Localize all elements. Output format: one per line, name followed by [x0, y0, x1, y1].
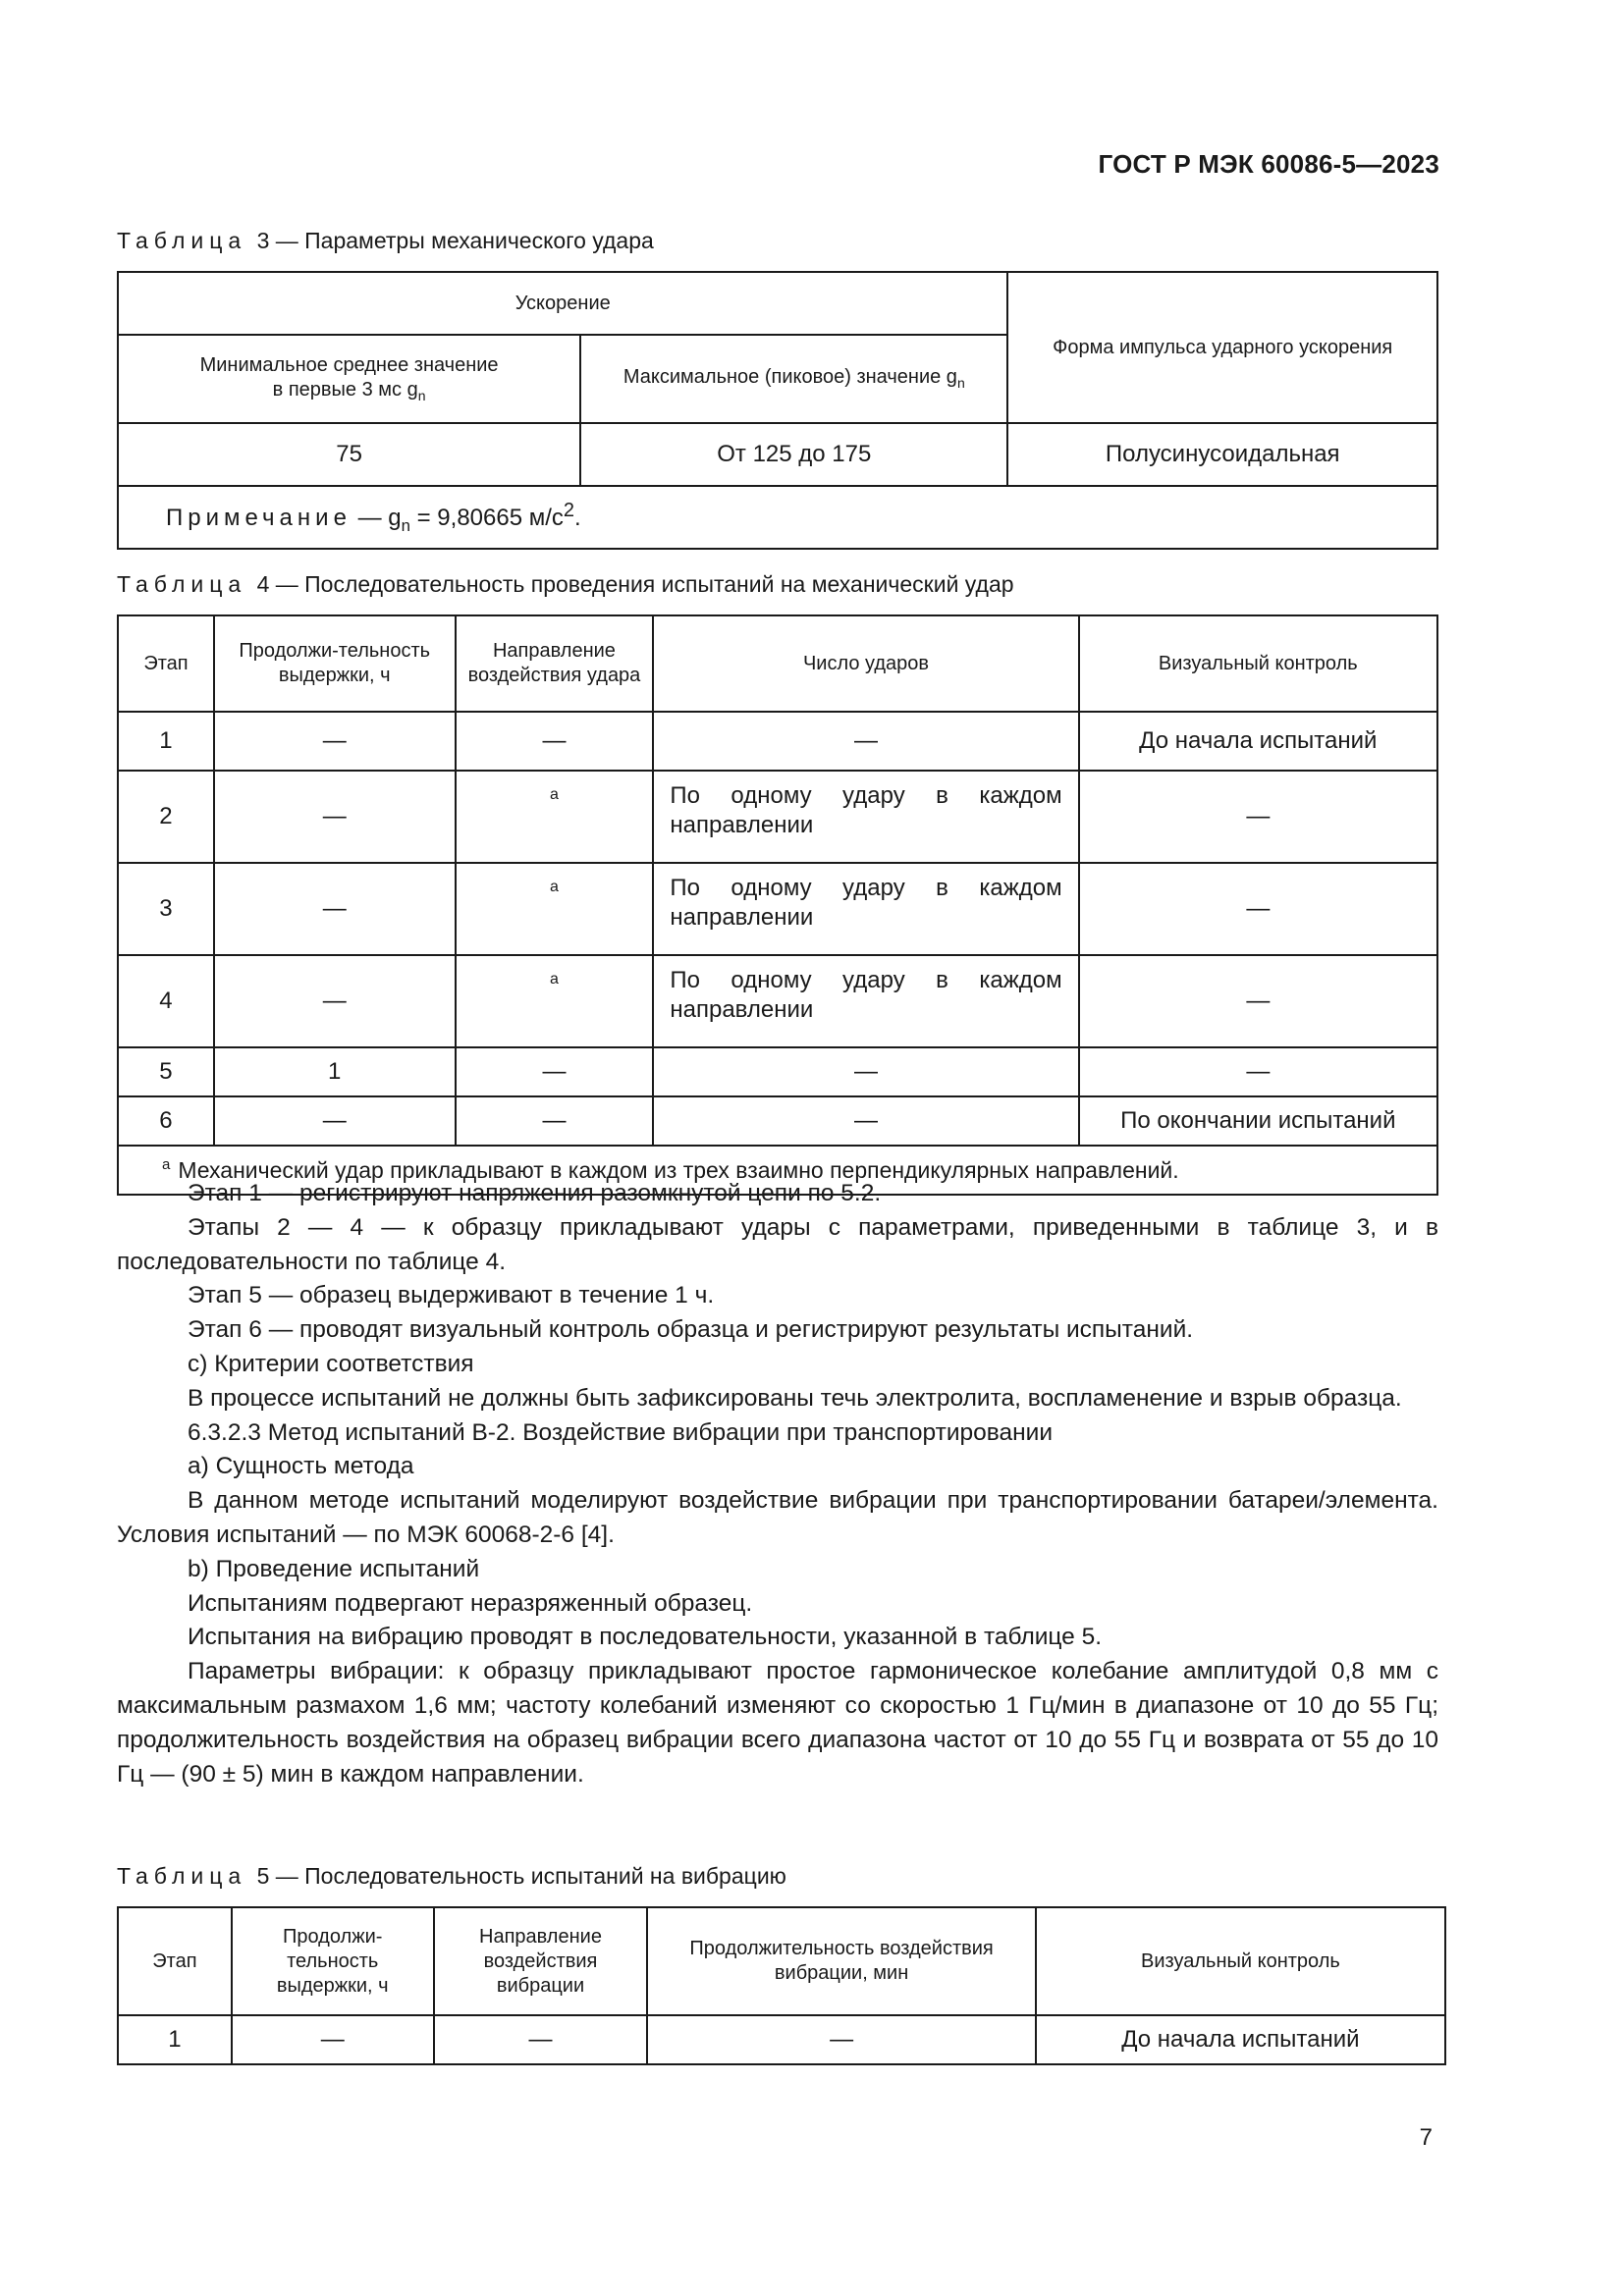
- paragraph: Испытания на вибрацию проводят в последовательности, указанной в таблице 5.: [188, 1624, 1103, 1651]
- table-row: [118, 712, 1437, 771]
- table4-cell: По одному удару в каждом направлении: [653, 955, 1078, 1047]
- table4-cell: —: [456, 712, 654, 771]
- table4-cell: —: [214, 1096, 456, 1146]
- paragraph: Этап 5 — образец выдерживают в течение 1 ч.: [188, 1282, 715, 1309]
- table5-cell: —: [434, 2015, 648, 2064]
- table4-cell: —: [1079, 955, 1437, 1047]
- table3-value-max: От 125 до 175: [580, 423, 1007, 486]
- table4-footnote-ref: a: [456, 863, 654, 955]
- table3-header-min-line2: в первые 3 мс g: [272, 378, 418, 400]
- table4-cell: 1: [118, 712, 214, 771]
- table3-header-min-mean: [118, 335, 580, 423]
- table5-header-visual-check: Визуальный контроль: [1036, 1907, 1445, 2015]
- table4-cell: 4: [118, 955, 214, 1047]
- table5-cell: 1: [118, 2015, 232, 2064]
- table-row: [118, 1096, 1437, 1146]
- table4-cell: 6: [118, 1096, 214, 1146]
- table4-cell: —: [653, 712, 1078, 771]
- table4-cell: —: [1079, 771, 1437, 863]
- table5-cell: —: [232, 2015, 434, 2064]
- table5-cell: —: [647, 2015, 1035, 2064]
- table4-cell: —: [653, 1047, 1078, 1096]
- table4-caption: [117, 571, 1014, 598]
- table3-header-acceleration: Ускорение: [118, 272, 1007, 335]
- table3-header-max-text: Максимальное (пиковое) значение g: [623, 366, 957, 389]
- section-heading: 6.3.2.3 Метод испытаний В-2. Воздействие вибрации при транспортировании: [188, 1418, 1054, 1446]
- table-row: [118, 2015, 1445, 2064]
- table3-header-min-sub: n: [417, 387, 426, 403]
- table3-header-min-line1: Минимальное среднее значение: [199, 353, 499, 376]
- table4-cell: —: [214, 771, 456, 863]
- table3-header-max-sub: n: [956, 375, 965, 392]
- table5-header-duration: Продолжи-тельность выдержки, ч: [232, 1907, 434, 2015]
- table3-note-value: = 9,80665 м/с: [409, 504, 564, 531]
- table4-cell: —: [653, 1096, 1078, 1146]
- table4-cell: —: [1079, 1047, 1437, 1096]
- paragraph: Этапы 2 — 4 — к образцу прикладывают удары с параметрами, приведенными в таблице 3, и в последовательности по таблице 4.: [117, 1213, 1438, 1275]
- table4-header-visual-check: Визуальный контроль: [1079, 615, 1437, 712]
- table5-vibration-test-sequence: [117, 1906, 1446, 2065]
- table3-note-sub: n: [401, 515, 410, 535]
- table-row: [118, 863, 1437, 955]
- table4-cell: —: [456, 1096, 654, 1146]
- table5-cell: До начала испытаний: [1036, 2015, 1445, 2064]
- table4-cell: —: [214, 955, 456, 1047]
- paragraph: В процессе испытаний не должны быть зафиксированы течь электролита, воспламенение и взрыв образца.: [188, 1384, 1402, 1412]
- table4-footnote-mark: a: [162, 1155, 171, 1173]
- document-header: ГОСТ Р МЭК 60086-5—2023: [1098, 149, 1439, 179]
- table3-caption-word: Таблица: [117, 228, 247, 253]
- table4-cell: —: [214, 863, 456, 955]
- table3-value-form: Полусинусоидальная: [1007, 423, 1437, 486]
- table4-cell: По одному удару в каждом направлении: [653, 863, 1078, 955]
- table3-note-sup: 2: [563, 499, 575, 521]
- table4-shock-test-sequence: [117, 614, 1438, 1196]
- paragraph: Испытаниям подвергают неразряженный образец.: [188, 1589, 753, 1617]
- table4-cell: —: [1079, 863, 1437, 955]
- table4-header-shock-count: Число ударов: [653, 615, 1078, 712]
- table3-note-end: .: [574, 504, 581, 531]
- table3-mechanical-shock-parameters: [117, 271, 1438, 550]
- table3-note-dash: — g: [351, 504, 402, 531]
- table5-caption-text: 5 — Последовательность испытаний на вибрацию: [256, 1863, 786, 1889]
- table4-footnote-ref: a: [456, 955, 654, 1047]
- paragraph: Этап 1 — регистрируют напряжения разомкнутой цепи по 5.2.: [188, 1180, 882, 1206]
- table4-cell: По одному удару в каждом направлении: [653, 771, 1078, 863]
- table5-caption: [117, 1863, 786, 1890]
- paragraph: b) Проведение испытаний: [188, 1555, 480, 1582]
- table4-header-duration: Продолжи-тельность выдержки, ч: [214, 615, 456, 712]
- table3-note-word: Примечание: [166, 504, 352, 531]
- table4-cell: 2: [118, 771, 214, 863]
- table3-note: [118, 486, 1437, 549]
- table5-header-direction: Направление воздействия вибрации: [434, 1907, 648, 2015]
- table4-caption-word: Таблица: [117, 571, 247, 597]
- table4-header-stage: Этап: [118, 615, 214, 712]
- table3-value-min: 75: [118, 423, 580, 486]
- table5-caption-word: Таблица: [117, 1863, 247, 1889]
- paragraph: с) Критерии соответствия: [188, 1350, 474, 1377]
- table4-header-direction: Направление воздействия удара: [456, 615, 654, 712]
- table4-cell: —: [214, 712, 456, 771]
- paragraph: Параметры вибрации: к образцу прикладывают простое гармоническое колебание амплитудой 0,8 мм с максимальным размахом 1,6 мм; частоту колебаний изменяют со скоростью 1 Гц/мин в диапазоне от 10 до 55 Гц; продолжительность воздействия на образец вибрации всего диапазона частот от 10 до 55 Гц и возврата от 55 до 10 Гц — (90 ± 5) мин в каждом направлении.: [117, 1658, 1438, 1788]
- table-row: [118, 955, 1437, 1047]
- body-text: [117, 1177, 1438, 1791]
- table3-caption-text: 3 — Параметры механического удара: [256, 228, 654, 253]
- table4-cell: —: [456, 1047, 654, 1096]
- table4-footnote-ref: a: [456, 771, 654, 863]
- table4-cell: 3: [118, 863, 214, 955]
- table4-cell: 1: [214, 1047, 456, 1096]
- table4-cell: До начала испытаний: [1079, 712, 1437, 771]
- paragraph: а) Сущность метода: [188, 1453, 414, 1480]
- paragraph: В данном методе испытаний моделируют воздействие вибрации при транспортировании батареи/элемента. Условия испытаний — по МЭК 60068-2-6 [4].: [117, 1487, 1438, 1548]
- table3-header-pulse-form: Форма импульса ударного ускорения: [1007, 272, 1437, 423]
- table-row: [118, 1047, 1437, 1096]
- table5-header-stage: Этап: [118, 1907, 232, 2015]
- table4-cell: По окончании испытаний: [1079, 1096, 1437, 1146]
- table3-caption: [117, 228, 654, 254]
- page-number: 7: [1419, 2124, 1433, 2151]
- table5-header-vibration-duration: Продолжительность воздействия вибрации, мин: [647, 1907, 1035, 2015]
- table4-cell: 5: [118, 1047, 214, 1096]
- table4-footnote-text: Механический удар прикладывают в каждом из трех взаимно перпендикулярных направлений.: [178, 1156, 1179, 1183]
- table-row: [118, 771, 1437, 863]
- table4-caption-text: 4 — Последовательность проведения испытаний на механический удар: [256, 571, 1014, 597]
- paragraph: Этап 6 — проводят визуальный контроль образца и регистрируют результаты испытаний.: [188, 1316, 1194, 1344]
- table3-header-max-peak: [580, 335, 1007, 423]
